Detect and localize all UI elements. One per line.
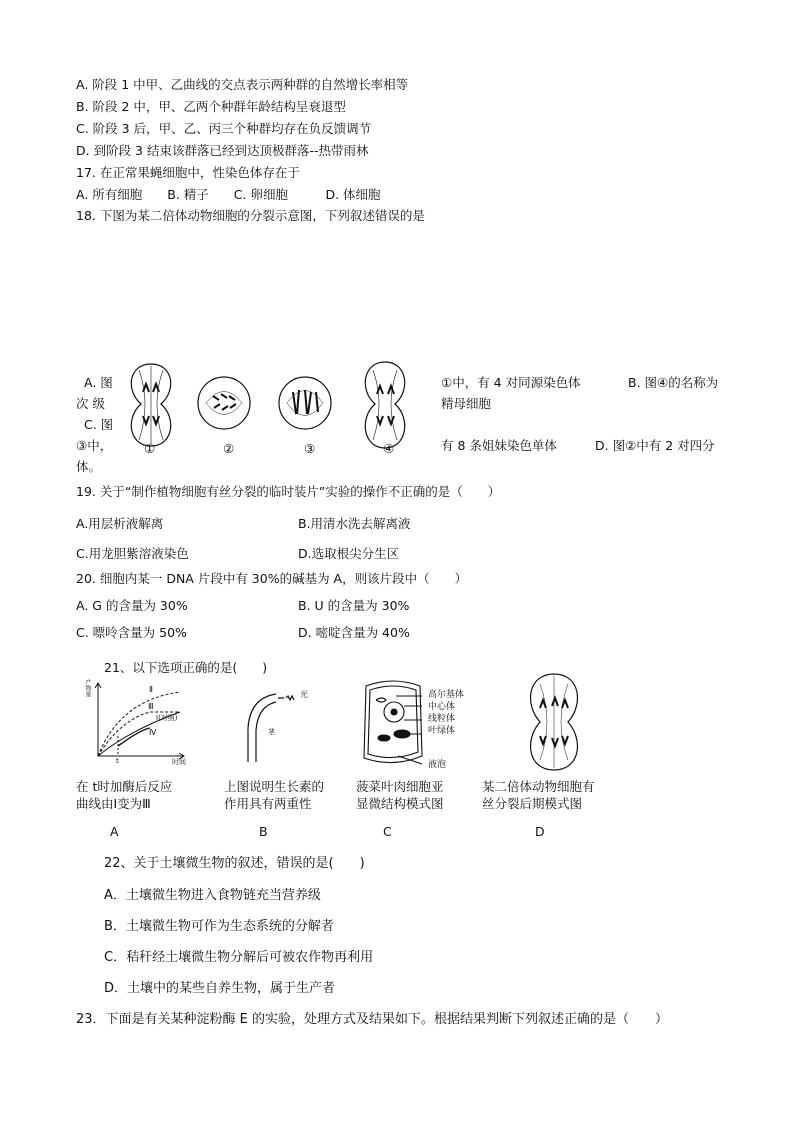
cell-label-1: ① xyxy=(144,441,156,456)
q23-stem: 23．下面是有关某种淀粉酶 E 的实验，处理方式及结果如下。根据结果判断下列叙述正确的是（ ） xyxy=(76,1012,669,1027)
q20-option-a: A. G 的含量为 30% xyxy=(76,598,188,613)
q18-option-b-part1: B. 图④的名称为 xyxy=(628,375,719,390)
q16-option-d: D. 到阶段 3 结束该群落已经到达顶极群落--热带雨林 xyxy=(76,143,369,158)
q19-option-c: C.用龙胆紫溶液染色 xyxy=(76,546,189,561)
cell-3 xyxy=(279,377,331,429)
q20-stem: 20. 细胞内某一 DNA 片段中有 30%的碱基为 A，则该片段中（ ） xyxy=(76,571,468,586)
q21-caption-c-line1: 菠菜叶肉细胞亚 xyxy=(356,779,444,794)
q21-figb-light: 光 xyxy=(300,690,308,699)
cell-1 xyxy=(131,364,170,446)
q21-figc-label-golgi: 高尔基体 xyxy=(428,690,465,700)
q18-option-b-part2: 精母细胞 xyxy=(441,396,492,411)
q20-option-d: D. 嘧啶含量为 40% xyxy=(298,625,410,640)
cell-label-3: ③ xyxy=(304,441,316,456)
q21-caption-d-line1: 某二倍体动物细胞有 xyxy=(482,779,595,794)
q21-letter-b: B xyxy=(259,824,268,839)
q22-option-a: A．土壤微生物进入食物链充当营养级 xyxy=(104,888,321,903)
q21-figure-a xyxy=(80,680,190,770)
q16-option-a: A. 阶段 1 中甲、乙曲线的交点表示两种群的自然增长率相等 xyxy=(76,77,409,92)
q21-figc-label-centrosome: 中心体 xyxy=(428,702,456,712)
q18-option-c-part2: ③中， xyxy=(76,438,113,453)
q19-option-a: A.用层析液解离 xyxy=(76,516,164,531)
q19-option-b: B.用清水洗去解离液 xyxy=(298,516,411,531)
cell-4 xyxy=(365,362,404,448)
q21-figb-stem: 茎 xyxy=(268,728,275,736)
q17-stem: 17. 在正常果蝇细胞中，性染色体存在于 xyxy=(76,165,300,180)
q21-figc-label-mitochondria: 线粒体 xyxy=(428,714,456,724)
q16-option-b: B. 阶段 2 中，甲、乙两个种群年龄结构呈衰退型 xyxy=(76,99,346,114)
q21-figure-d xyxy=(522,672,586,772)
q21-figc-label-vacuole: 液泡 xyxy=(428,760,447,770)
q18-option-a-part3: ①中，有 4 对同源染色体 xyxy=(441,375,581,390)
cell-label-4: ④ xyxy=(383,441,395,456)
q20-option-c: C. 嘌呤含量为 50% xyxy=(76,625,187,640)
q21-figure-c xyxy=(358,676,428,772)
q21-caption-b-line1: 上图说明生长素的 xyxy=(224,779,325,794)
cell-label-2: ② xyxy=(223,441,235,456)
q21-caption-c-line2: 显微结构模式图 xyxy=(356,796,444,811)
q21-figa-xlabel: 时间 xyxy=(172,758,186,766)
q18-cell-figures xyxy=(121,360,421,460)
q21-caption-b-line2: 作用具有两重性 xyxy=(224,796,312,811)
q19-option-d: D.选取根尖分生区 xyxy=(298,546,400,561)
q22-option-b: B．土壤微生物可作为生态系统的分解者 xyxy=(104,919,334,934)
q16-option-c: C. 阶段 3 后，甲、乙、丙三个种群均存在负反馈调节 xyxy=(76,121,372,136)
q18-option-a-part1: A. 图 xyxy=(84,375,113,390)
q21-letter-a: A xyxy=(110,824,119,839)
q21-figure-b xyxy=(238,688,318,768)
q21-figa-curve-2: Ⅱ xyxy=(149,685,153,694)
q21-caption-a-line2: 曲线由Ⅰ变为Ⅲ xyxy=(76,796,151,811)
q21-figa-curve-4: Ⅳ xyxy=(149,728,157,737)
q17-options: A. 所有细胞 B. 精子 C. 卵细胞 D. 体细胞 xyxy=(76,187,381,202)
q22-stem: 22、关于土壤微生物的叙述，错误的是( ) xyxy=(104,856,365,871)
q18-option-c-part3: 有 8 条姐妹染色单体 xyxy=(441,438,557,453)
q21-caption-a-line1: 在 t时加酶后反应 xyxy=(76,779,173,794)
q21-letter-d: D xyxy=(535,824,545,839)
q21-figa-curve-3: Ⅲ xyxy=(148,702,154,711)
cell-2 xyxy=(198,377,250,429)
q20-option-b: B. U 的含量为 30% xyxy=(298,598,410,613)
q22-option-d: D．土壤中的某些自养生物，属于生产者 xyxy=(104,981,336,996)
q21-stem: 21、以下选项正确的是( ) xyxy=(104,660,268,675)
q21-figc-label-chloroplast: 叶绿体 xyxy=(428,726,456,736)
q21-letter-c: C xyxy=(383,824,392,839)
q21-figa-t: t xyxy=(116,757,119,765)
q18-option-d-part2: 体。 xyxy=(76,459,102,474)
q21-figa-ylabel: 产物量 xyxy=(84,679,91,697)
q21-figa-curve-1: Ⅰ(对照) xyxy=(156,714,178,722)
q21-caption-d-line2: 丝分裂后期模式图 xyxy=(482,796,583,811)
q22-option-c: C．秸秆经土壤微生物分解后可被农作物再利用 xyxy=(104,950,374,965)
q18-option-a-part2: 次 级 xyxy=(76,396,105,411)
q18-option-c-part1: C. 图 xyxy=(84,417,114,432)
q18-stem: 18. 下图为某二倍体动物细胞的分裂示意图，下列叙述错误的是 xyxy=(76,208,425,223)
q19-stem: 19. 关于“制作植物细胞有丝分裂的临时装片”实验的操作不正确的是（ ） xyxy=(76,484,501,499)
q18-option-d-part1: D. 图②中有 2 对四分 xyxy=(595,438,715,453)
